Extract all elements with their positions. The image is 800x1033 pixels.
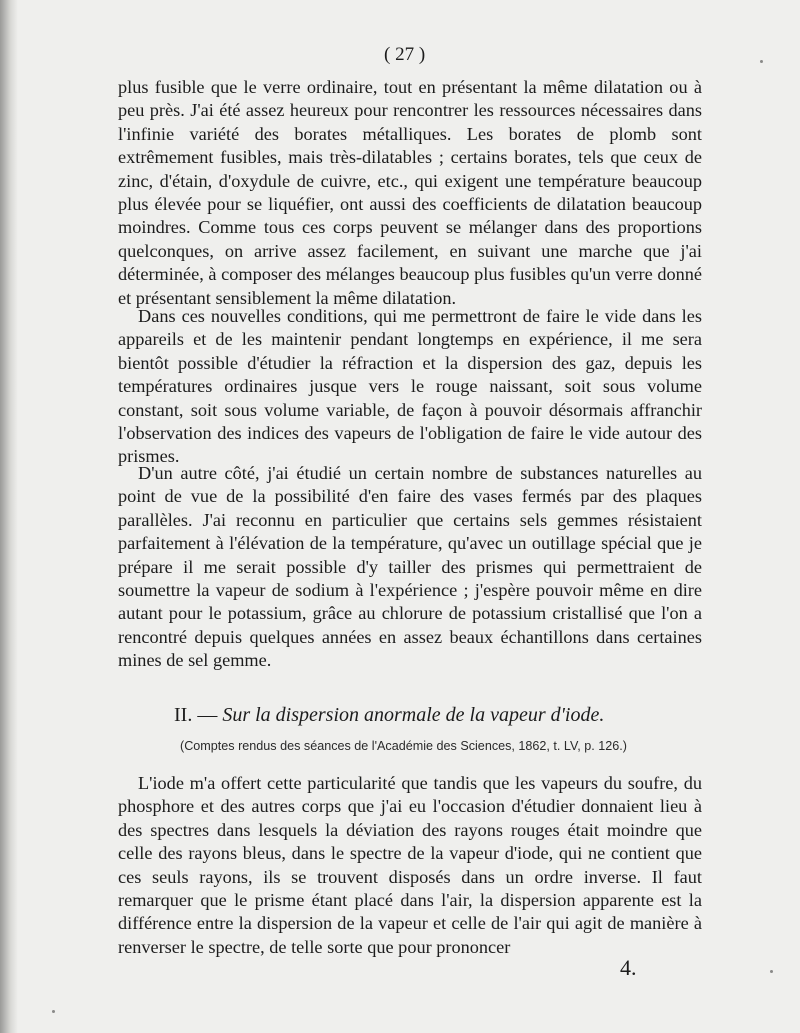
- section-heading: [174, 704, 604, 727]
- paragraph-continued: plus fusible que le verre ordinaire, tout en présentant la même dilatation ou à peu près. J'ai été assez heureux pour rencontrer les ressources nécessaires dans l'infinie variété des borates métalliques. Les borates de plomb sont extrêmement fusibles, mais très-dilatables ; certains borates, tels que ceux de zinc, d'étain, d'oxydule de cuivre, etc., qui exigent une température beaucoup plus élevée pour se liquéfier, ont aussi des coefficients de dilatation beaucoup moindres. Comme tous ces corps peuvent se mélanger dans des proportions quelconques, on arrive assez facilement, en suivant une marche que j'ai déterminée, à composer des mélanges beaucoup plus fusibles qu'un verre donné et présentant sensiblement la même dilatation.: [118, 77, 702, 308]
- paragraph-substances: D'un autre côté, j'ai étudié un certain nombre de substances naturelles au point de vue de la possibilité d'en faire des vases fermés par des plaques parallèles. J'ai reconnu en particulier que certains sels gemmes résistaient parfaitement à l'élévation de la température, qu'avec un outillage spécial que je prépare il me serait possible d'y tailler des prismes qui permettraient de soumettre la vapeur de sodium à l'expérience ; j'espère pouvoir même en dire autant pour le potassium, grâce au chlorure de potassium cristallisé que l'on a rencontré depuis quelques années en assez beaux échantillons dans certaines mines de sel gemme.: [118, 463, 702, 671]
- section-citation: (Comptes rendus des séances de l'Académie des Sciences, 1862, t. LV, p. 126.): [180, 739, 627, 753]
- paper-speck: [52, 1010, 55, 1013]
- section-title: Sur la dispersion anormale de la vapeur d'iode.: [222, 704, 605, 726]
- section-number: II. —: [174, 704, 218, 726]
- page-edge-shadow: [0, 0, 18, 1033]
- paragraph-iodine: L'iode m'a offert cette particularité que tandis que les vapeurs du soufre, du phosphore et des autres corps que j'ai eu l'occasion d'étudier donnaient lieu à des spectres dans lesquels la déviation des rayons rouges était moindre que celle des rayons bleus, dans le spectre de la vapeur d'iode, qui ne contient que ces seuls rayons, ils se trouvent disposés dans un ordre inverse. Il faut remarquer que le prisme étant placé dans l'air, la dispersion apparente est la différence entre la dispersion de la vapeur et celle de l'air qui agit de manière à renverser le spectre, de telle sorte que pour prononcer: [118, 773, 702, 957]
- paper-speck: [770, 970, 773, 973]
- signature-mark: 4.: [620, 955, 637, 980]
- paper-speck: [760, 60, 763, 63]
- page-number: ( 27 ): [384, 44, 426, 65]
- paragraph-conditions: Dans ces nouvelles conditions, qui me permettront de faire le vide dans les appareils et de les maintenir pendant longtemps en expérience, il me sera bientôt possible d'étudier la réfraction et la dispersion des gaz, depuis les températures ordinaires jusque vers le rouge naissant, soit sous volume constant, soit sous volume variable, de façon à pouvoir désormais affranchir l'observation des indices des vapeurs de l'obligation de faire le vide autour des prismes.: [118, 306, 702, 467]
